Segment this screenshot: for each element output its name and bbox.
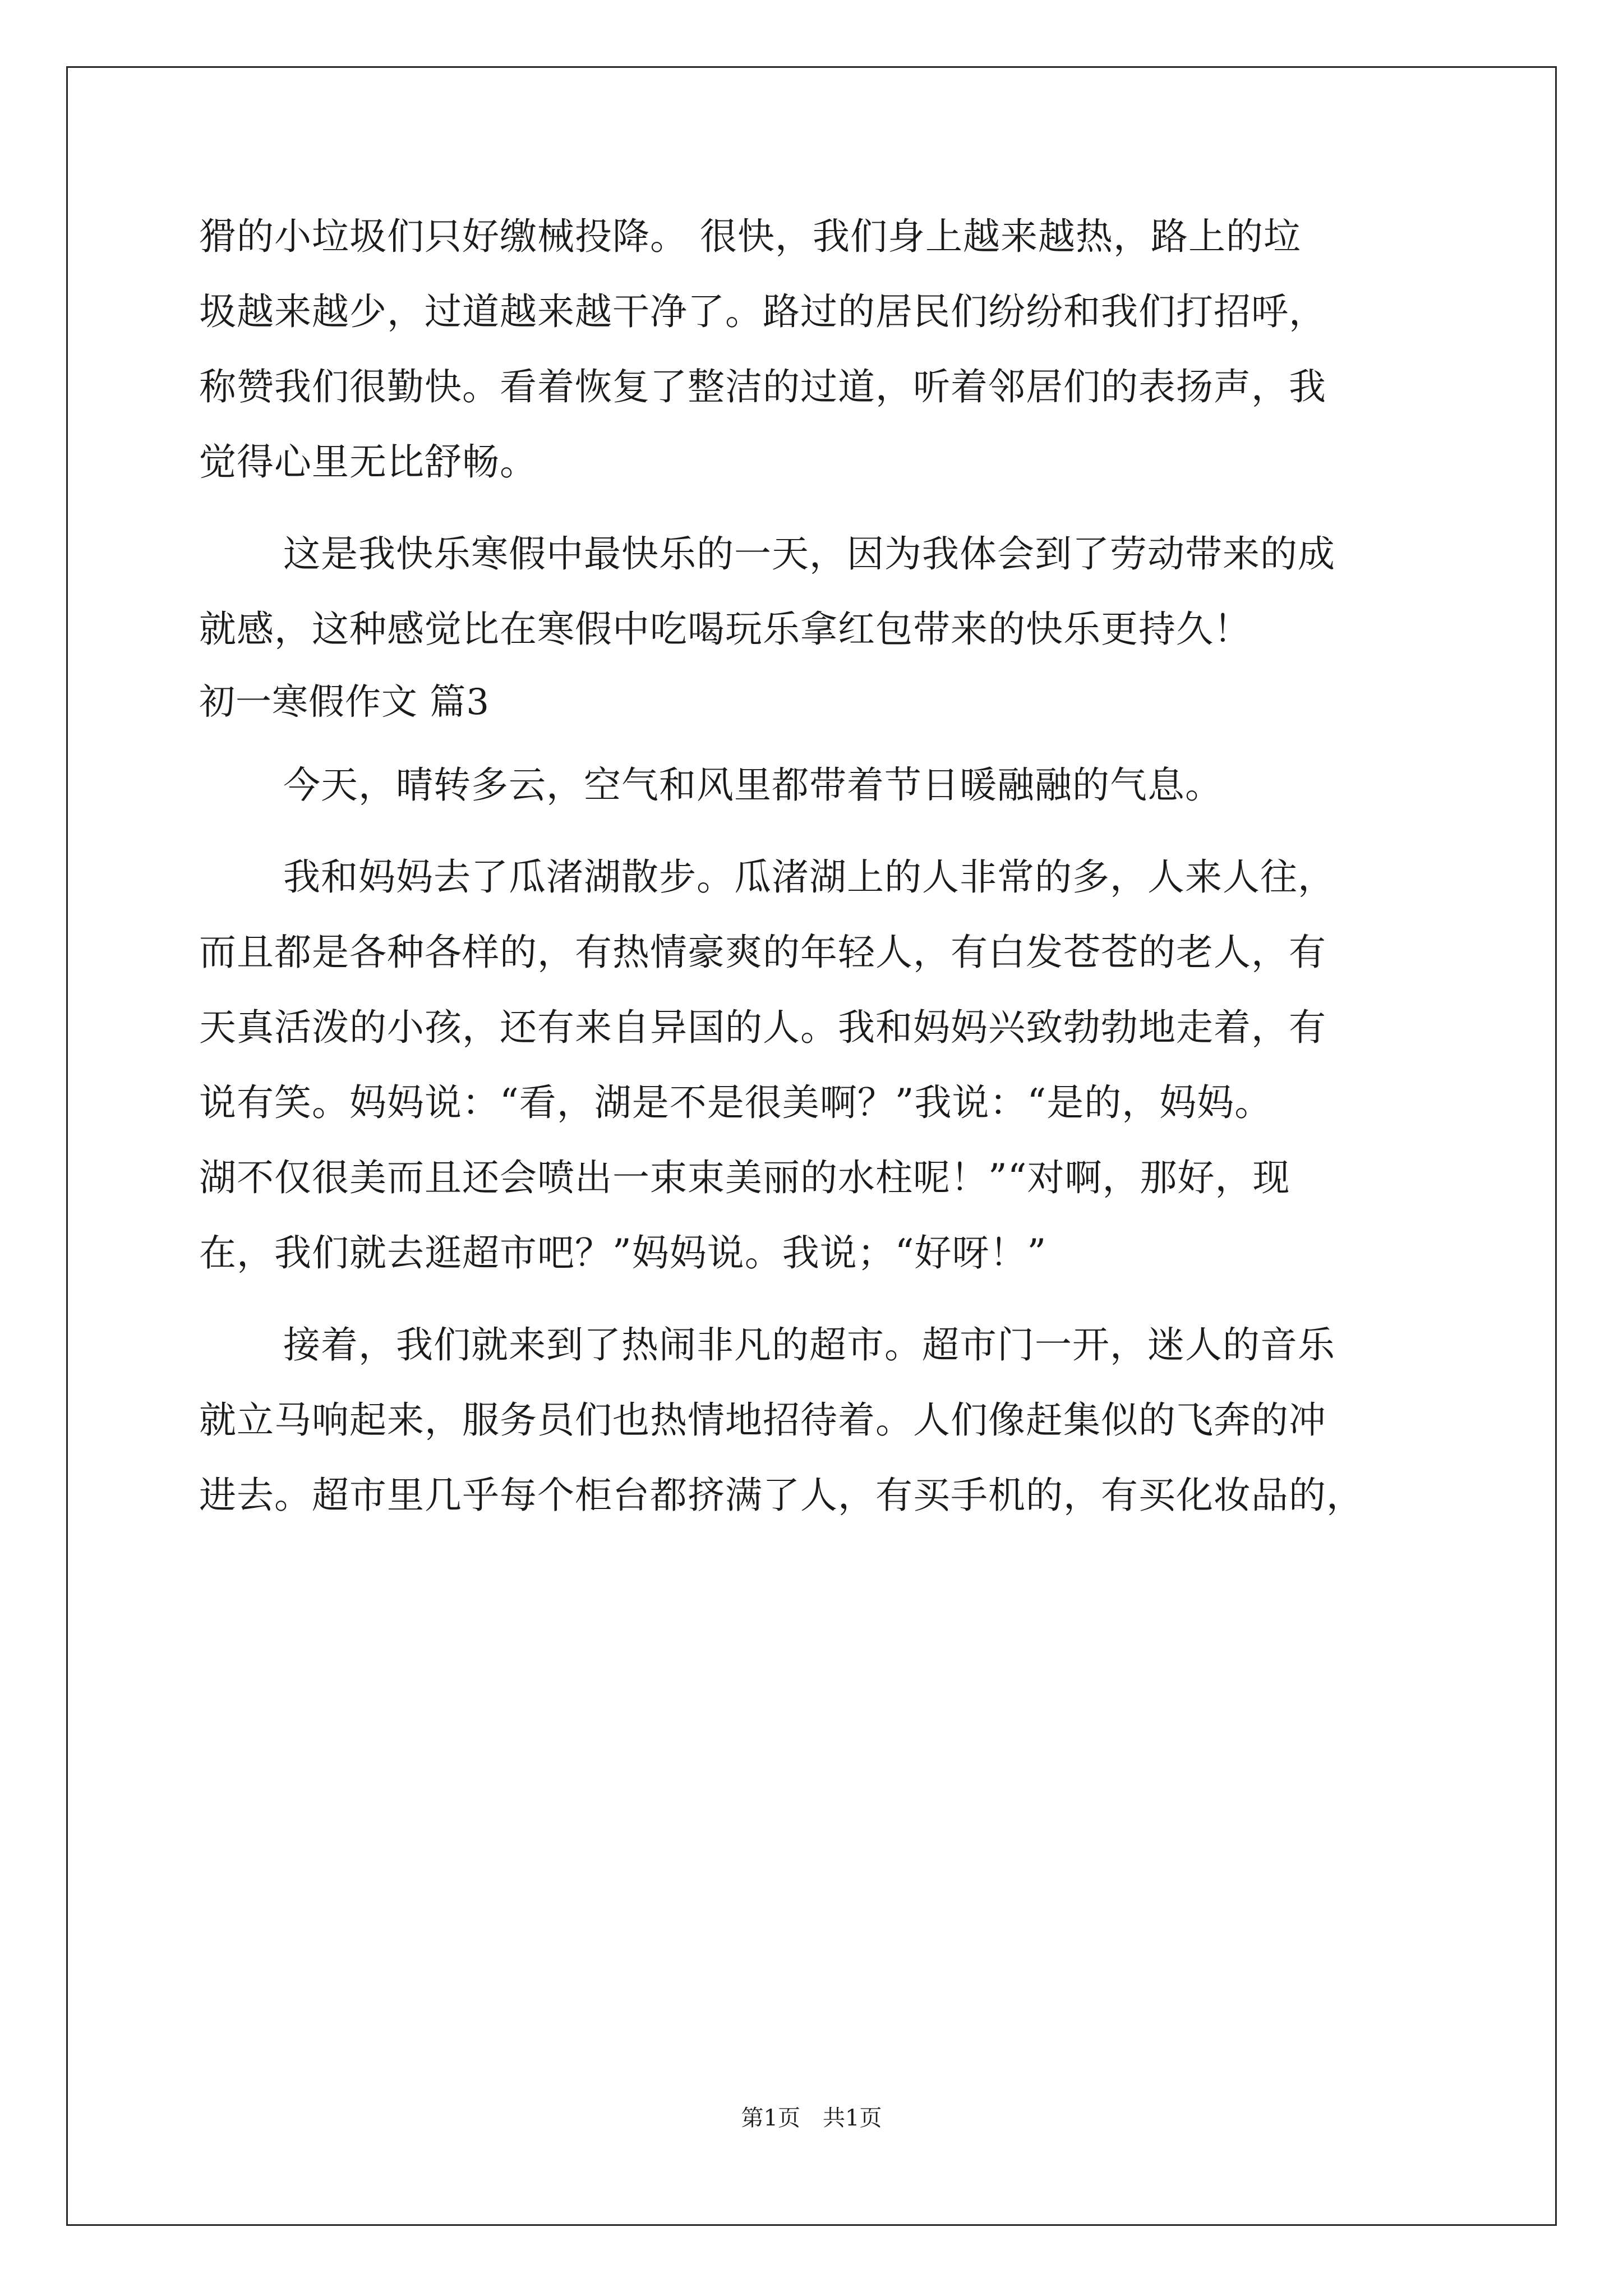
text-line: 就感，这种感觉比在寒假中吃喝玩乐拿红包带来的快乐更持久！ xyxy=(199,608,1251,651)
text-line: 猾的小垃圾们只好缴械投降。 很快，我们身上越来越热，路上的垃 xyxy=(199,215,1301,258)
text-line: 今天，晴转多云，空气和风里都带着节日暖融融的气息。 xyxy=(283,763,1223,807)
text-line: 而且都是各种各样的，有热情豪爽的年轻人，有白发苍苍的老人，有 xyxy=(199,931,1326,974)
text-line: 圾越来越少，过道越来越干净了。路过的居民们纷纷和我们打招呼， xyxy=(199,290,1326,333)
page-number-footer: 第1页 共1页 xyxy=(741,2105,882,2131)
text-line: 进去。超市里几乎每个柜台都挤满了人，有买手机的，有买化妆品的， xyxy=(199,1474,1364,1517)
text-line: 天真活泼的小孩，还有来自异国的人。我和妈妈兴致勃勃地走着，有 xyxy=(199,1006,1326,1049)
text-line: 觉得心里无比舒畅。 xyxy=(199,440,537,484)
text-line: 这是我快乐寒假中最快乐的一天，因为我体会到了劳动带来的成 xyxy=(283,532,1335,576)
section-heading: 初一寒假作文 篇3 xyxy=(199,682,490,723)
text-line: 说有笑。妈妈说：“看，湖是不是很美啊？”我说：“是的，妈妈。 xyxy=(199,1081,1272,1124)
text-line: 就立马响起来，服务员们也热情地招待着。人们像赶集似的飞奔的冲 xyxy=(199,1398,1326,1442)
text-line: 接着，我们就来到了热闹非凡的超市。超市门一开，迷人的音乐 xyxy=(283,1323,1335,1366)
text-line: 我和妈妈去了瓜渚湖散步。瓜渚湖上的人非常的多，人来人往， xyxy=(283,855,1335,899)
text-line: 在，我们就去逛超市吧？”妈妈说。我说；“好呀！” xyxy=(199,1231,1047,1274)
text-line: 称赞我们很勤快。看着恢复了整洁的过道，听着邻居们的表扬声，我 xyxy=(199,365,1326,408)
text-line: 湖不仅很美而且还会喷出一束束美丽的水柱呢！”“对啊，那好，现 xyxy=(199,1156,1290,1199)
